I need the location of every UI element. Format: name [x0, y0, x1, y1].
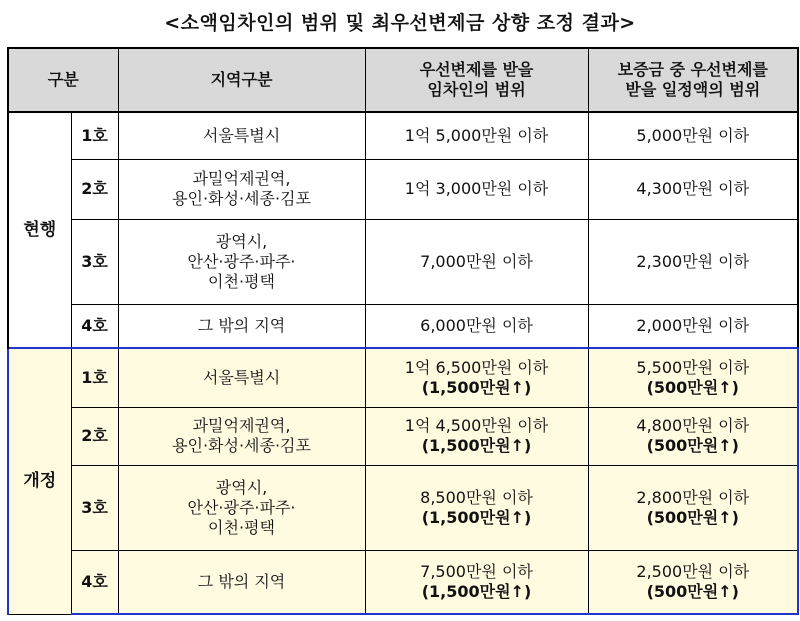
priority-amount-cell: 4,800만원 이하 (500만원↑): [588, 407, 798, 465]
tenant-range-cell: 7,000만원 이하: [365, 219, 588, 304]
table-row: [8, 112, 798, 159]
amount-increase: (500만원↑): [646, 377, 739, 397]
tenant-range-cell: 1억 4,500만원 이하 (1,500만원↑): [365, 407, 588, 465]
revised-section: [8, 348, 798, 614]
grade-cell: 3호: [71, 219, 118, 304]
amount-increase: (500만원↑): [646, 436, 739, 455]
grade-cell: 2호: [71, 159, 118, 219]
header-category: 구분: [8, 48, 118, 112]
table-row: [8, 550, 798, 614]
grade-cell: 3호: [71, 465, 118, 550]
range-increase: (1,500만원↑): [421, 377, 532, 397]
region-cell: 서울특별시: [118, 348, 365, 407]
tenant-range-cell: 1억 5,000만원 이하: [365, 112, 588, 159]
table-row: [8, 465, 798, 550]
current-label: 현행: [8, 112, 71, 348]
priority-amount-cell: 2,300만원 이하: [588, 219, 798, 304]
adjustment-table: [7, 47, 799, 615]
grade-cell: 4호: [71, 304, 118, 348]
priority-amount-cell: 5,500만원 이하 (500만원↑): [588, 348, 798, 407]
revised-label: 개정: [8, 348, 71, 614]
amount-increase: (500만원↑): [646, 507, 739, 527]
tenant-range-cell: 8,500만원 이하 (1,500만원↑): [365, 465, 588, 550]
priority-amount-cell: 5,000만원 이하: [588, 112, 798, 159]
header-tenant-range-line2: 임차인의 범위: [427, 80, 526, 99]
tenant-range-cell: 7,500만원 이하 (1,500만원↑): [365, 550, 588, 614]
region-cell: 그 밖의 지역: [118, 304, 365, 348]
grade-cell: 1호: [71, 348, 118, 407]
region-cell: 광역시, 안산·광주·파주· 이천·평택: [118, 465, 365, 550]
tenant-range-cell: 1억 6,500만원 이하 (1,500만원↑): [365, 348, 588, 407]
table-row: [8, 159, 798, 219]
region-cell: 과밀억제권역, 용인·화성·세종·김포: [118, 407, 365, 465]
header-priority-amount-line1: 보증금 중 우선변제를: [617, 60, 768, 79]
table-row: [8, 304, 798, 348]
amount-increase: (500만원↑): [646, 581, 739, 601]
tenant-range-cell: 6,000만원 이하: [365, 304, 588, 348]
table-row: [8, 407, 798, 465]
priority-amount-cell: 2,000만원 이하: [588, 304, 798, 348]
region-cell: 광역시, 안산·광주·파주· 이천·평택: [118, 219, 365, 304]
grade-cell: 1호: [71, 112, 118, 159]
header-tenant-range: [365, 48, 588, 112]
tenant-range-cell: 1억 3,000만원 이하: [365, 159, 588, 219]
grade-cell: 4호: [71, 550, 118, 614]
region-cell: 서울특별시: [118, 112, 365, 159]
header-priority-amount: [588, 48, 798, 112]
priority-amount-cell: 2,500만원 이하 (500만원↑): [588, 550, 798, 614]
range-increase: (1,500만원↑): [421, 581, 532, 601]
priority-amount-cell: 2,800만원 이하 (500만원↑): [588, 465, 798, 550]
table-header-row: [8, 48, 798, 112]
current-section: [8, 112, 798, 348]
region-cell: 과밀억제권역, 용인·화성·세종·김포: [118, 159, 365, 219]
header-region: 지역구분: [118, 48, 365, 112]
table-row: [8, 219, 798, 304]
header-priority-amount-line2: 받을 일정액의 범위: [625, 80, 761, 99]
priority-amount-cell: 4,300만원 이하: [588, 159, 798, 219]
table-row: [8, 348, 798, 407]
region-cell: 그 밖의 지역: [118, 550, 365, 614]
grade-cell: 2호: [71, 407, 118, 465]
range-increase: (1,500만원↑): [421, 507, 532, 527]
range-increase: (1,500만원↑): [421, 436, 532, 455]
header-tenant-range-line1: 우선변제를 받을: [419, 60, 534, 79]
page-title: <소액임차인의 범위 및 최우선변제금 상향 조정 결과>: [164, 12, 636, 34]
